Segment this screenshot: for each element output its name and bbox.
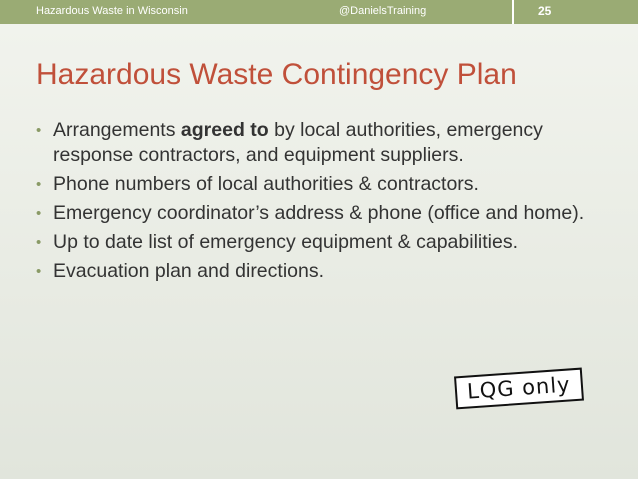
bullet-list (36, 118, 616, 288)
bullet-text: Emergency coordinator’s address & phone (office and home). (53, 202, 585, 224)
bullet-icon: • (36, 234, 42, 251)
lqg-only-stamp: LQG only (454, 368, 584, 410)
bullet-icon: • (36, 176, 42, 193)
bullet-item (36, 201, 616, 226)
bullet-icon: • (36, 205, 42, 222)
bullet-emphasis: agreed to (180, 119, 269, 141)
bullet-text: Phone numbers of local authorities & contractors. (53, 173, 479, 195)
bullet-item (36, 230, 616, 255)
footer-course-title: Hazardous Waste in Wisconsin (36, 5, 188, 17)
bullet-text: by local authorities, emergency response contractors, and equipment suppliers. (53, 119, 543, 166)
bullet-text: Evacuation plan and directions. (53, 260, 325, 282)
bullet-text: Arrangements (53, 119, 181, 141)
footer-handle: @DanielsTraining (339, 5, 427, 17)
header-bar (0, 0, 638, 24)
bullet-text: Up to date list of emergency equipment & capabilities. (53, 231, 519, 253)
bullet-item (36, 172, 616, 197)
page-number: 25 (538, 4, 552, 18)
bullet-icon: • (36, 263, 42, 280)
bullet-icon: • (36, 122, 42, 139)
bullet-item (36, 259, 616, 284)
bullet-item (36, 118, 616, 168)
header-divider (512, 0, 514, 24)
slide-title: Hazardous Waste Contingency Plan (36, 58, 517, 91)
